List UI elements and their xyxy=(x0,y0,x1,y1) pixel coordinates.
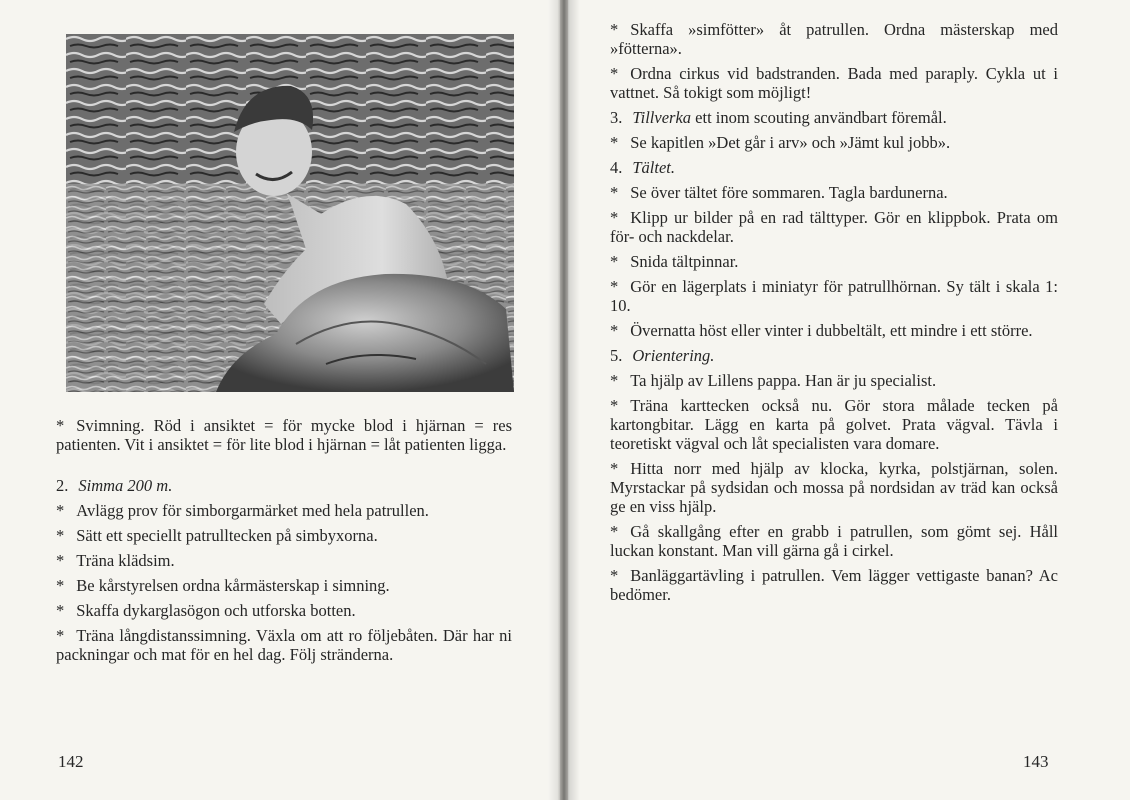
asterisk-marker: * xyxy=(610,183,619,202)
section-heading xyxy=(610,346,1058,365)
list-item-text: Se kapitlen »Det går i arv» och »Jämt kul jobb». xyxy=(630,133,951,152)
list-item xyxy=(610,371,1058,390)
paragraph xyxy=(56,416,512,454)
asterisk-marker: * xyxy=(56,416,65,435)
list-item xyxy=(56,626,512,664)
asterisk-marker: * xyxy=(56,576,65,595)
swimmer-photo-image xyxy=(66,34,514,392)
list-item xyxy=(56,576,512,595)
list-item xyxy=(56,551,512,570)
list-item xyxy=(610,183,1058,202)
list-item xyxy=(610,522,1058,560)
section-heading xyxy=(610,158,1058,177)
list-item-text: Gå skallgång efter en grabb i patrullen, som gömt sej. Håll luckan konstant. Man vill gärna gå i cirkel. xyxy=(610,522,1058,560)
list-item-text: Sätt ett speciellt patrulltecken på simbyxorna. xyxy=(76,526,378,545)
list-item xyxy=(610,64,1058,102)
section-title-rest: ett inom scouting användbart föremål. xyxy=(691,108,947,127)
asterisk-marker: * xyxy=(56,551,65,570)
list-item-text: Skaffa »simfötter» åt patrullen. Ordna mästerskap med »fötterna». xyxy=(610,20,1058,58)
section-title: Orientering. xyxy=(632,346,715,365)
list-item-text: Träna karttecken också nu. Gör stora målade tecken på kartongbitar. Lägg en karta på golvet. Prata vägval. Tävla i teoretiskt vägval och låt specialisten vara domare. xyxy=(610,396,1058,453)
list-item-text: Se över tältet före sommaren. Tagla bardunerna. xyxy=(630,183,948,202)
left-text-block xyxy=(56,416,512,664)
right-page xyxy=(568,0,1130,800)
list-item-text: Skaffa dykarglasögon och utforska botten. xyxy=(76,601,356,620)
asterisk-marker: * xyxy=(610,396,619,415)
section-title: Simma 200 m. xyxy=(78,476,173,495)
asterisk-marker: * xyxy=(56,526,65,545)
list-item xyxy=(610,133,1058,152)
section-title: Tillverka xyxy=(632,108,692,127)
asterisk-marker: * xyxy=(610,371,619,390)
section-number: 5. xyxy=(610,346,623,365)
list-item-text: Avlägg prov för simborgarmärket med hela patrullen. xyxy=(76,501,429,520)
asterisk-marker: * xyxy=(610,321,619,340)
asterisk-marker: * xyxy=(610,459,619,478)
list-item xyxy=(610,459,1058,516)
list-item xyxy=(610,208,1058,246)
section-title: Tältet. xyxy=(632,158,676,177)
section-heading xyxy=(56,476,512,495)
book-gutter xyxy=(548,0,580,800)
asterisk-marker: * xyxy=(610,277,619,296)
asterisk-marker: * xyxy=(610,566,619,585)
list-item-text: Gör en lägerplats i miniatyr för patrullhörnan. Sy tält i skala 1: 10. xyxy=(610,277,1058,315)
left-page xyxy=(0,0,560,800)
asterisk-marker: * xyxy=(610,64,619,83)
list-item-text: Ta hjälp av Lillens pappa. Han är ju specialist. xyxy=(630,371,937,390)
list-item xyxy=(56,601,512,620)
list-item-text: Banläggartävling i patrullen. Vem lägger vettigaste banan? Ac bedömer. xyxy=(610,566,1058,604)
asterisk-marker: * xyxy=(610,522,619,541)
list-item xyxy=(610,252,1058,271)
list-item xyxy=(610,20,1058,58)
list-item-text: Ordna cirkus vid badstranden. Bada med paraply. Cykla ut i vattnet. Så tokigt som möjligt! xyxy=(610,64,1058,102)
page-number: 142 xyxy=(58,752,84,771)
right-text-block xyxy=(610,20,1058,604)
swimmer-photo xyxy=(66,34,514,392)
section-number: 2. xyxy=(56,476,69,495)
asterisk-marker: * xyxy=(56,626,65,645)
list-item xyxy=(610,396,1058,453)
list-item-text: Snida tältpinnar. xyxy=(630,252,739,271)
list-item-text: Träna klädsim. xyxy=(76,551,175,570)
list-item-text: Hitta norr med hjälp av klocka, kyrka, polstjärnan, solen. Myrstackar på sydsidan och mossa på nordsidan av träd kan också ge en viss hjälp. xyxy=(610,459,1058,516)
list-item xyxy=(56,526,512,545)
list-item-text: Be kårstyrelsen ordna kårmästerskap i simning. xyxy=(76,576,390,595)
list-item xyxy=(610,566,1058,604)
list-item xyxy=(610,321,1058,340)
section-heading xyxy=(610,108,1058,127)
list-item-text: Klipp ur bilder på en rad tälttyper. Gör en klippbok. Prata om för- och nackdelar. xyxy=(610,208,1058,246)
paragraph-text: Svimning. Röd i ansiktet = för mycke blod i hjärnan = res patienten. Vit i ansiktet = för lite blod i hjärnan = låt patienten ligga. xyxy=(56,416,512,454)
section-number: 4. xyxy=(610,158,623,177)
list-item xyxy=(610,277,1058,315)
asterisk-marker: * xyxy=(610,208,619,227)
list-item xyxy=(56,501,512,520)
asterisk-marker: * xyxy=(610,252,619,271)
asterisk-marker: * xyxy=(610,133,619,152)
asterisk-marker: * xyxy=(56,601,65,620)
section-number: 3. xyxy=(610,108,623,127)
asterisk-marker: * xyxy=(610,20,619,39)
list-item-text: Övernatta höst eller vinter i dubbeltält, ett mindre i ett större. xyxy=(630,321,1033,340)
page-number: 143 xyxy=(1023,752,1049,771)
list-item-text: Träna långdistanssimning. Växla om att ro följebåten. Där har ni packningar och mat för en hel dag. Följ stränderna. xyxy=(56,626,512,664)
asterisk-marker: * xyxy=(56,501,65,520)
